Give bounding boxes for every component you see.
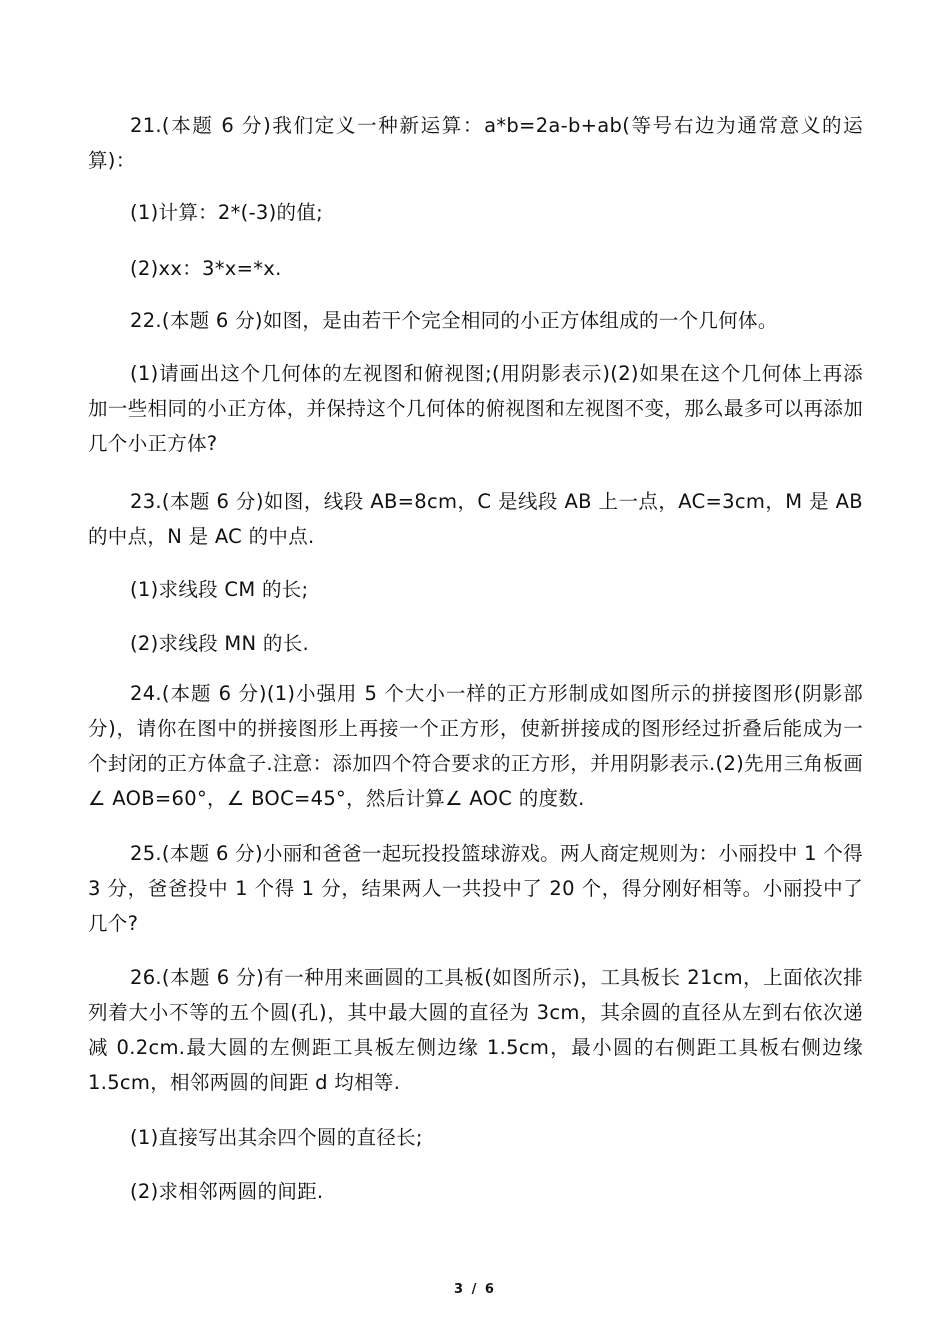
q23-part2: (2)求线段 MN 的长. [130,632,310,655]
q23-part1: (1)求线段 CM 的长; [130,578,309,601]
page-number: 3 / 6 [454,1282,496,1297]
q23-stem: 23.(本题 6 分)如图，线段 AB=8cm，C 是线段 AB 上一点，AC=3cm，M 是 AB 的中点，N 是 AC 的中点. [88,490,863,548]
q26-part2: (2)求相邻两圆的间距. [130,1180,324,1203]
q25-stem: 25.(本题 6 分)小丽和爸爸一起玩投投篮球游戏。两人商定规则为：小丽投中 1 个得 3 分，爸爸投中 1 个得 1 分，结果两人一共投中了 20 个，得分刚好相等。小丽投中了几个? [88,842,863,935]
q21-stem: 21.(本题 6 分)我们定义一种新运算：a*b=2a-b+ab(等号右边为通常意义的运算)： [88,114,863,172]
q26-part1: (1)直接写出其余四个圆的直径长; [130,1126,423,1149]
q21-part2: (2)xx：3*x=*x. [130,257,282,280]
q26-stem: 26.(本题 6 分)有一种用来画圆的工具板(如图所示)，工具板长 21cm，上面依次排列着大小不等的五个圆(孔)，其中最大圆的直径为 3cm，其余圆的直径从左到右依次递减 0.2cm.最大圆的左侧距工具板左侧边缘 1.5cm，最小圆的右侧距工具板右侧边缘 1.5cm，相邻两圆的间距 d 均相等. [88,966,863,1094]
q24-stem: 24.(本题 6 分)(1)小强用 5 个大小一样的正方形制成如图所示的拼接图形(阴影部分)，请你在图中的拼接图形上再接一个正方形，使新拼接成的图形经过折叠后能成为一个封闭的正方体盒子.注意：添加四个符合要求的正方形，并用阴影表示.(2)先用三角板画∠ AOB=60°，∠ BOC=45°，然后计算∠ AOC 的度数. [88,682,863,810]
q22-part1: (1)请画出这个几何体的左视图和俯视图;(用阴影表示)(2)如果在这个几何体上再添加一些相同的小正方体，并保持这个几何体的俯视图和左视图不变，那么最多可以再添加几个小正方体? [88,362,863,455]
q22-stem: 22.(本题 6 分)如图，是由若干个完全相同的小正方体组成的一个几何体。 [130,309,778,332]
q21-part1: (1)计算：2*(-3)的值; [130,201,324,224]
